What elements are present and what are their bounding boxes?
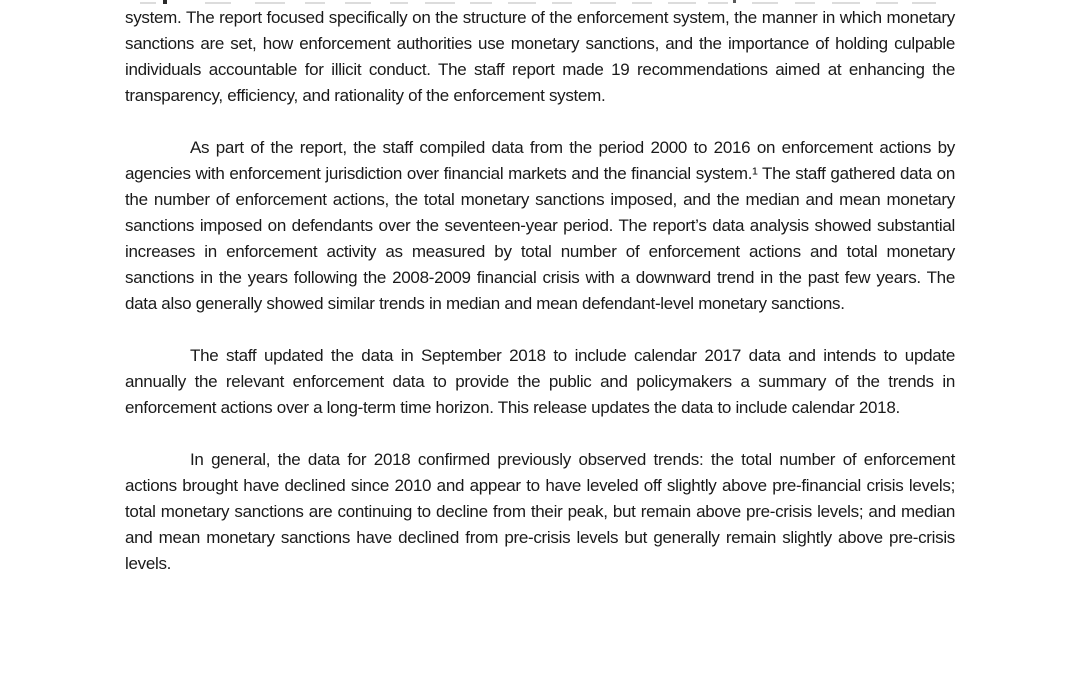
descender-remnant [163, 0, 167, 4]
paragraph-4: In general, the data for 2018 confirmed previously observed trends: the total number of enforcement actions brought have declined since 2010 and appear to have leveled off slightly above pre-financial crisis levels; total monetary sanctions are continuing to decline from their peak, but remain above pre-crisis levels; and median and mean monetary sanctions have declined from pre-crisis levels but generally remain slightly above pre-crisis levels. [125, 450, 955, 573]
paragraph-1: system. The report focused specifically on the structure of the enforcement system, the manner in which monetary sanctions are set, how enforcement authorities use monetary sanctions, and the importance of holding culpable individuals accountable for illicit conduct. The staff report made 19 recommendations aimed at enhancing the transparency, efficiency, and rationality of the enforcement system. [125, 8, 955, 105]
apostrophe-remnant [733, 0, 736, 3]
paragraph-2: As part of the report, the staff compiled data from the period 2000 to 2016 on enforcement actions by agencies with enforcement jurisdiction over financial markets and the financial system.¹ The staff gathered data on the number of enforcement actions, the total monetary sanctions imposed, and the median and mean monetary sanctions imposed on defendants over the seventeen-year period. The report’s data analysis showed substantial increases in enforcement activity as measured by total number of enforcement actions and total monetary sanctions in the years following the 2008-2009 financial crisis with a downward trend in the past few years. The data also generally showed similar trends in median and mean defendant-level monetary sanctions. [125, 138, 955, 313]
document-body [125, 5, 955, 603]
paragraph-3: The staff updated the data in September 2018 to include calendar 2017 data and intends to update annually the relevant enforcement data to provide the public and policymakers a summary of the trends in enforcement actions over a long-term time horizon. This release updates the data to include calendar 2018. [125, 346, 955, 417]
